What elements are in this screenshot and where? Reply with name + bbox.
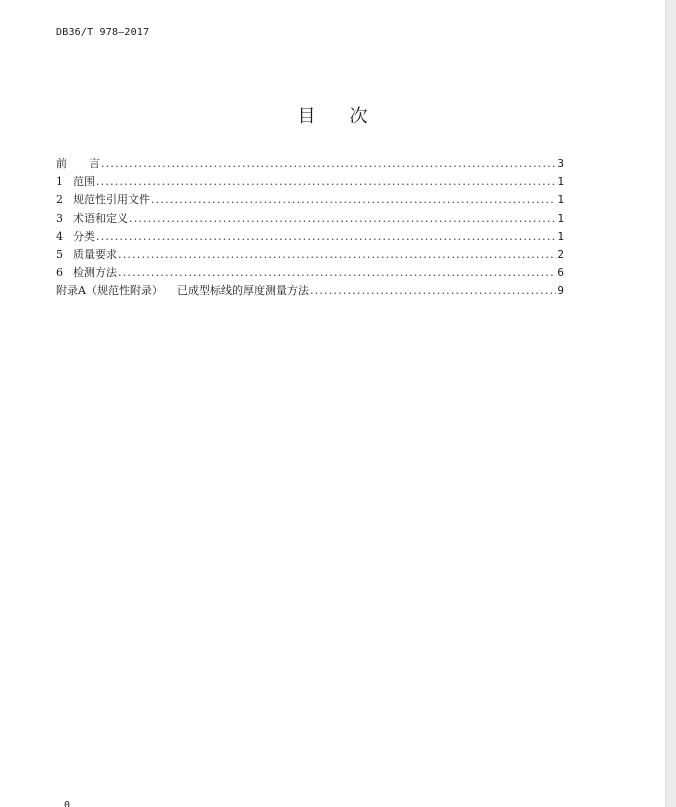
toc-entry-page: 6 [557,266,564,280]
document-code: DB36/T 978—2017 [56,27,150,38]
toc-leader-dots [118,246,556,264]
toc-entry-label: 6 检测方法 [56,264,117,282]
toc-title-char-1: 目 [297,106,316,127]
toc-leader-dots [96,173,556,191]
toc-entry-number: 6 [56,266,63,280]
toc-entry-page: 1 [557,211,564,225]
toc-entry-page: 9 [557,284,564,298]
toc-entry-number: 5 [56,247,63,261]
toc-entry-terms-definitions[interactable] [56,210,564,228]
toc-entry-classification[interactable] [56,228,564,246]
toc-entry-page: 1 [557,229,564,243]
toc-entry-label: 前 言 [56,157,100,170]
toc-entry-page: 2 [557,247,564,261]
toc-entry-page: 1 [557,193,564,207]
table-of-contents [56,155,564,301]
toc-leader-dots [118,264,556,282]
toc-entry-page: 1 [557,175,564,189]
toc-title-char-2: 次 [349,106,368,127]
toc-entry-appendix-a[interactable] [56,282,564,300]
toc-entry-number: 1 [56,175,63,189]
toc-entry-label: 4 分类 [56,228,95,246]
toc-leader-dots [310,282,556,300]
toc-entry-page: 3 [557,157,564,170]
toc-entry-quality-requirements[interactable] [56,246,564,264]
toc-entry-number: 4 [56,229,63,243]
toc-entry-label: 1 范围 [56,173,95,191]
toc-entry-scope[interactable] [56,173,564,191]
toc-entry-number: 2 [56,193,63,207]
toc-leader-dots [129,210,556,228]
scrollbar-track[interactable] [665,0,676,807]
toc-leader-dots [96,228,556,246]
toc-title [0,102,665,128]
page-number: 0 [64,800,71,807]
toc-entry-label: 3 术语和定义 [56,210,128,228]
toc-entry-foreword[interactable] [56,155,564,173]
toc-entry-normative-references[interactable] [56,191,564,209]
toc-leader-dots [151,191,556,209]
toc-entry-test-methods[interactable] [56,264,564,282]
toc-entry-label: 2 规范性引用文件 [56,191,150,209]
toc-entry-label: 附录A（规范性附录） 已成型标线的厚度测量方法 [56,284,309,298]
toc-leader-dots [101,155,556,173]
toc-entry-number: 3 [56,211,63,225]
toc-entry-label: 5 质量要求 [56,246,117,264]
